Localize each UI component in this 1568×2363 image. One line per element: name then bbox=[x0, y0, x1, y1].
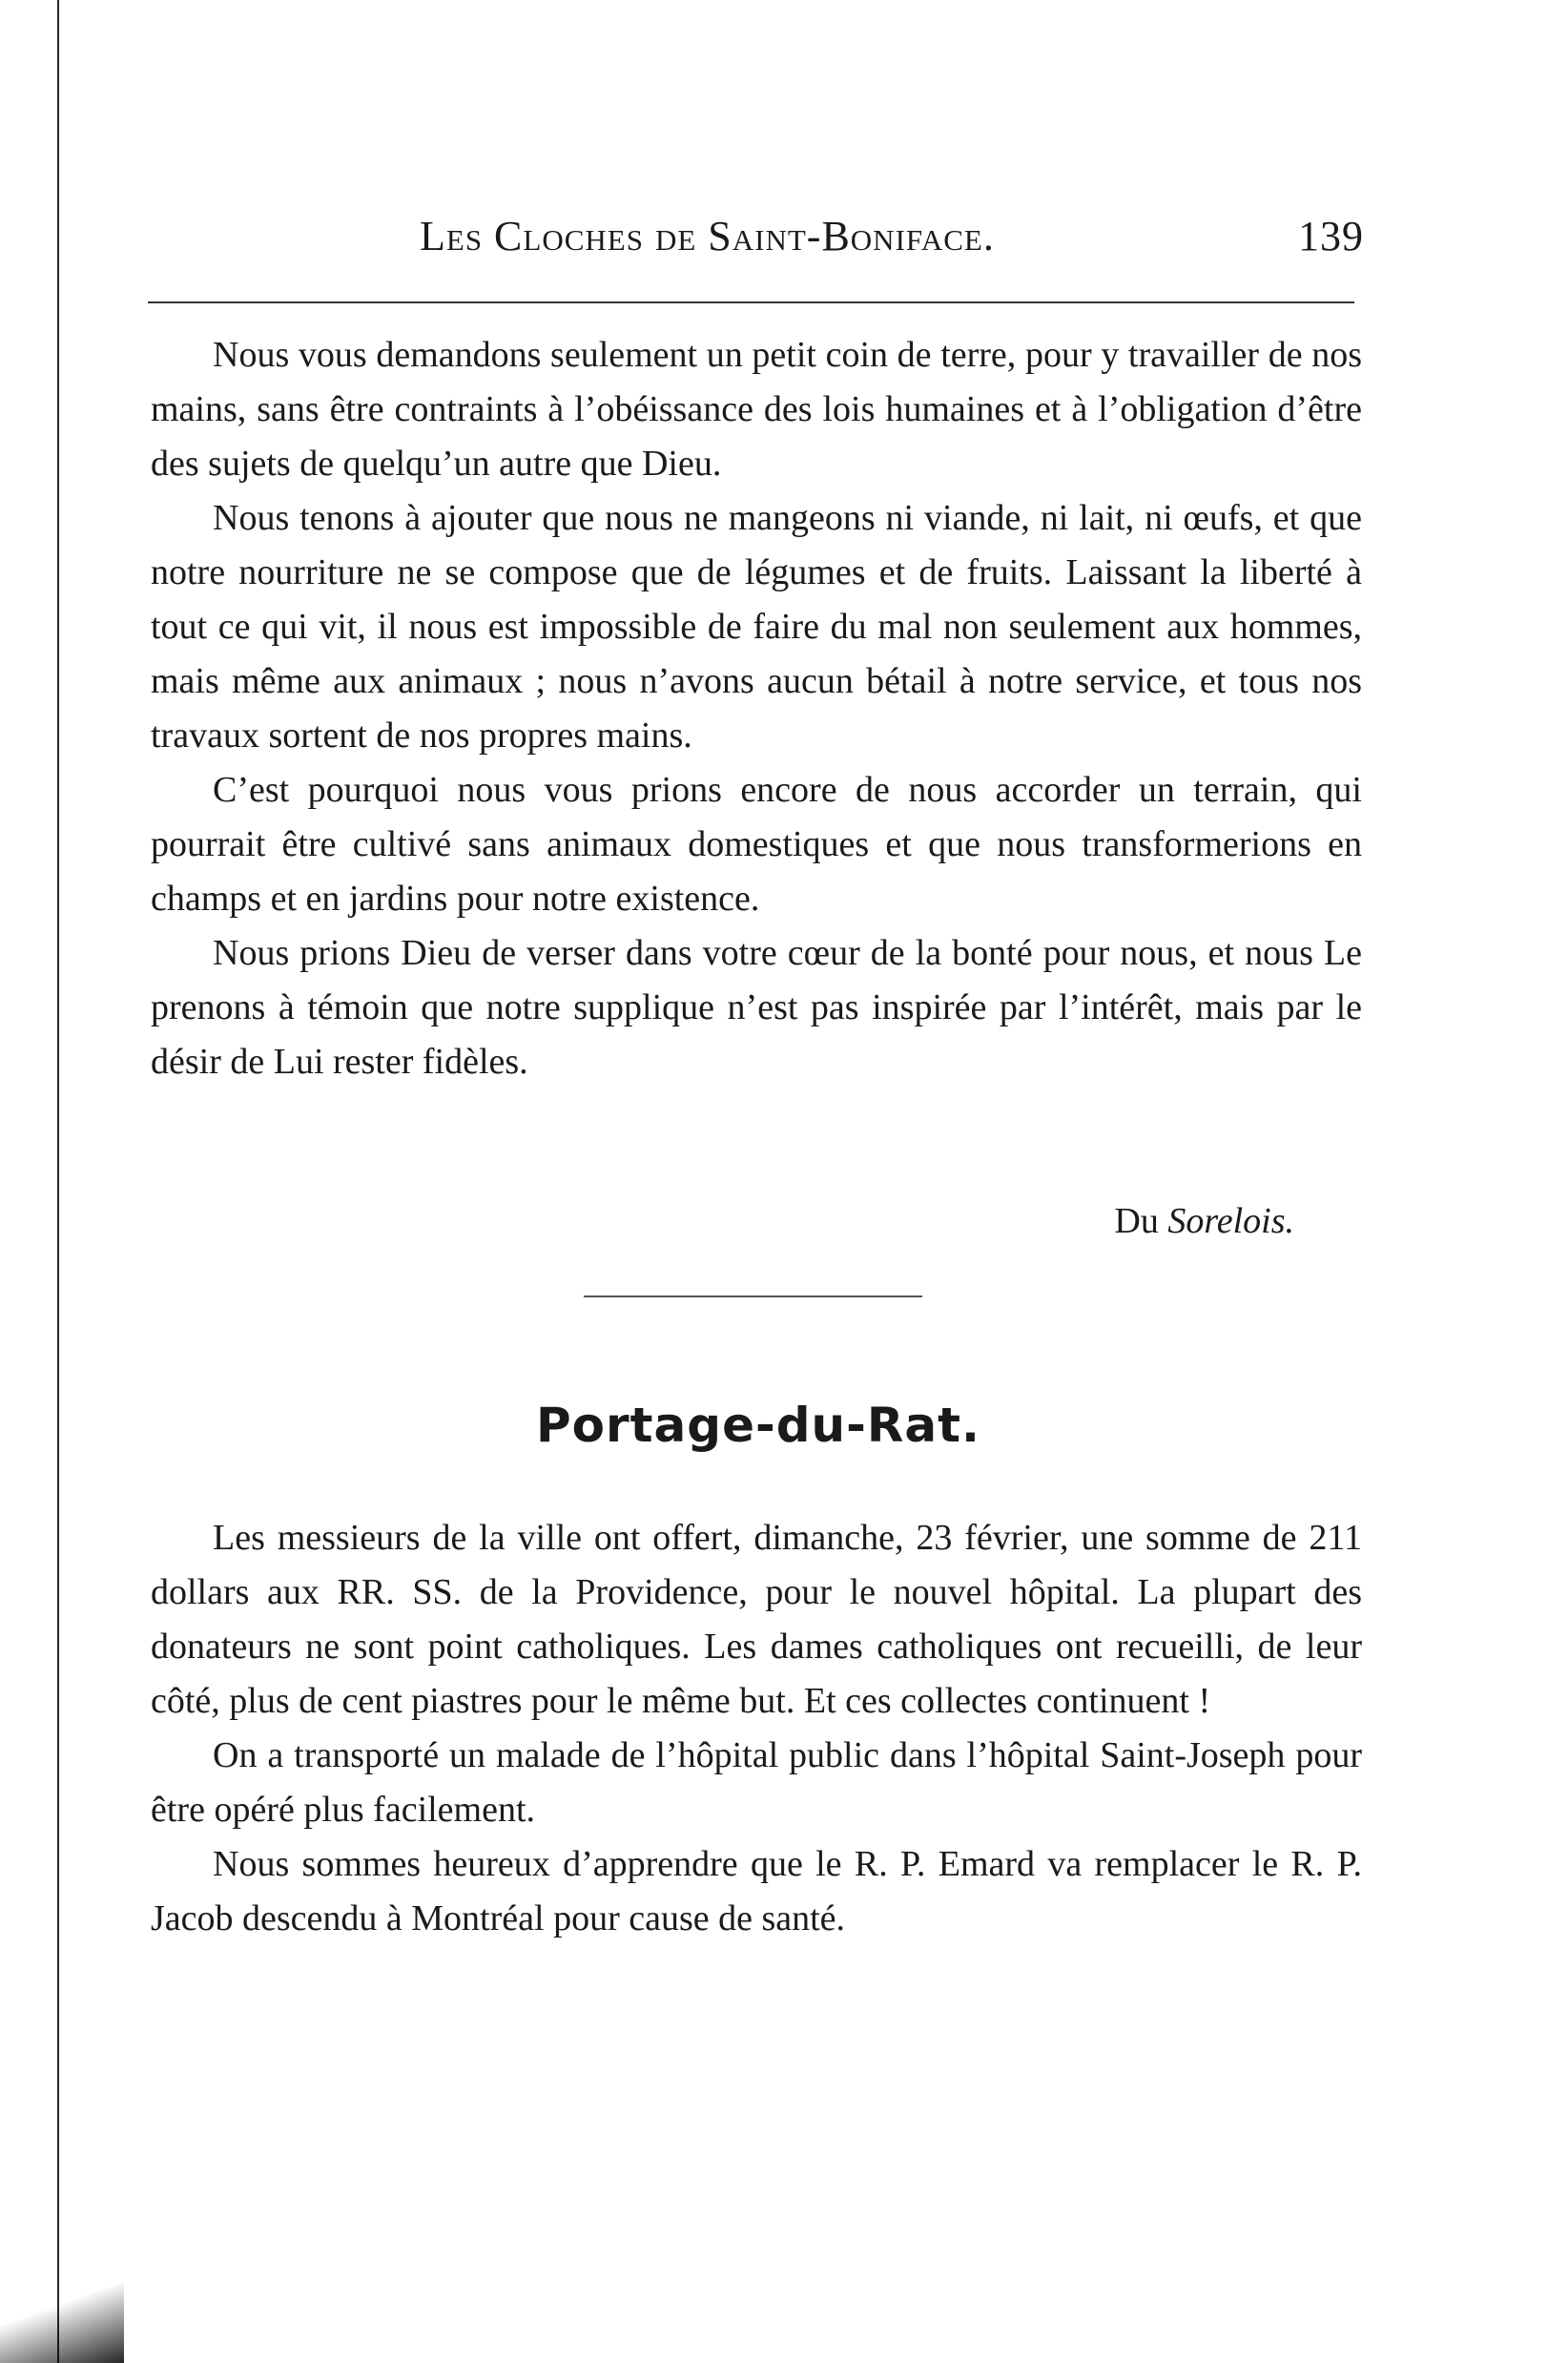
section-title: Portage-du-Rat. bbox=[535, 1398, 981, 1453]
paragraph: Nous tenons à ajouter que nous ne mangeons ni viande, ni lait, ni œufs, et que notre nourriture ne se compose que de légumes et de fruits. Laissant la liberté à tout ce qui vit, il nous est impossible de faire du mal non seulement aux hommes, mais même aux animaux ; nous n’avons aucun bétail à notre service, et tous nos travaux sortent de nos propres mains. bbox=[151, 498, 1362, 756]
paragraph: On a transporté un malade de l’hôpital public dans l’hôpital Saint-Joseph pour être opéré plus facilement. bbox=[151, 1735, 1362, 1830]
paragraph: Les messieurs de la ville ont offert, dimanche, 23 février, une somme de 211 dollars aux RR. SS. de la Providence, pour le nouvel hôpital. La plupart des donateurs ne sont point catholiques. Les dames catholiques ont recueilli, de leur côté, plus de cent piastres pour le même but. Et ces collectes continuent ! bbox=[151, 1518, 1362, 1721]
section-text bbox=[151, 1511, 1362, 1946]
paragraph: Nous prions Dieu de verser dans votre cœur de la bonté pour nous, et nous Le prenons à témoin que notre supplique n’est pas inspirée par l’intérêt, mais par le désir de Lui rester fidèles. bbox=[151, 933, 1362, 1082]
scan-shadow bbox=[0, 2270, 124, 2363]
section-divider bbox=[584, 1296, 922, 1297]
paragraph: Nous sommes heureux d’apprendre que le R. P. Emard va remplacer le R. P. Jacob descendu à Montréal pour cause de santé. bbox=[151, 1844, 1362, 1938]
letter-text bbox=[151, 328, 1362, 1089]
paragraph: C’est pourquoi nous vous prions encore de nous accorder un terrain, qui pourrait être cultivé sans animaux domestiques et que nous transformerions en champs et en jardins pour notre existence. bbox=[151, 770, 1362, 919]
running-header bbox=[420, 212, 1364, 269]
signature-prefix: Du bbox=[1114, 1201, 1159, 1241]
paragraph: Nous vous demandons seulement un petit coin de terre, pour y travailler de nos mains, sans être contraints à l’obéissance des lois humaines et à l’obligation d’être des sujets de quelqu’un autre que Dieu. bbox=[151, 335, 1362, 484]
page-number: 139 bbox=[1298, 213, 1364, 259]
header-rule bbox=[148, 301, 1354, 303]
signature-source: Sorelois. bbox=[1167, 1201, 1294, 1241]
letter-signature bbox=[1114, 1200, 1294, 1242]
page-binding-edge bbox=[57, 0, 59, 2363]
running-title: Les Cloches de Saint-Boniface. bbox=[420, 213, 995, 259]
